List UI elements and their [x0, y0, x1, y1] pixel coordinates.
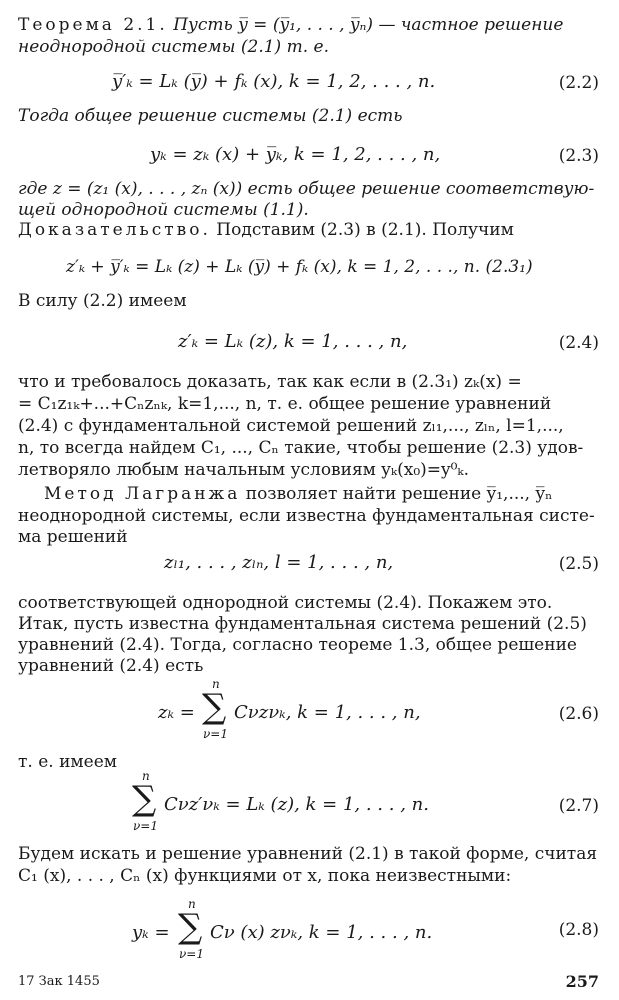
proof-text: Подставим (2.3) в (2.1). Получим — [216, 220, 514, 240]
equation-2-5: zₗ₁, . . . , zₗₙ, l = 1, . . . , n, — [164, 552, 394, 573]
theorem-label: Теорема 2.1. — [18, 15, 168, 35]
eq-2-7-sum-bottom: ν=1 — [133, 819, 158, 833]
equation-2-7 — [132, 770, 492, 840]
lagrange-text-1: позволяет найти решение y̅₁,..., y̅ₙ — [245, 484, 553, 504]
eq-2-7-sigma: ∑ — [132, 779, 157, 819]
where-line-2: щей однородной системы (1.1). — [18, 200, 309, 220]
equation-2-2: y̅′ₖ = Lₖ (y̅) + fₖ (x), k = 1, 2, . . . , n. — [112, 71, 436, 92]
eq-2-6-sum-top: n — [212, 677, 220, 691]
equation-2-3: yₖ = zₖ (x) + y̅ₖ, k = 1, 2, . . . , n, — [150, 144, 441, 165]
equation-number-2-3: (2.3) — [558, 146, 599, 166]
lagrange-line-2: неоднородной системы, если известна фундаментальная систе- — [18, 506, 595, 526]
eq-2-8-sum-bottom: ν=1 — [179, 947, 204, 961]
lagrange-label: Метод Лагранжа — [44, 484, 241, 504]
para2-line-2: Итак, пусть известна фундаментальная система решений (2.5) — [18, 614, 587, 634]
eq-2-8-rhs: Cν (x) zνₖ, k = 1, . . . , n. — [210, 922, 433, 943]
para1-line-2: = C₁z₁ₖ+...+Cₙzₙₖ, k=1,..., n, т. е. общее решение уравнений — [18, 394, 552, 414]
eq-2-7-rhs: Cνz′νₖ = Lₖ (z), k = 1, . . . , n. — [164, 794, 429, 815]
eq-2-6-sum-bottom: ν=1 — [203, 727, 228, 741]
eq-2-7-sum-top: n — [142, 769, 150, 783]
eq-2-8-sigma: ∑ — [178, 907, 203, 947]
equation-number-2-2: (2.2) — [558, 73, 599, 93]
theorem-line-1 — [18, 16, 600, 36]
proof-line — [18, 221, 600, 241]
equation-number-2-8: (2.8) — [558, 920, 599, 940]
where-line-1: где z = (z₁ (x), . . . , zₙ (x)) есть общее решение соответствую- — [18, 179, 595, 199]
equation-2-6 — [158, 678, 458, 748]
para1-line-5: летворяло любым начальным условиям yₖ(x₀)=y⁰ₖ. — [18, 460, 470, 480]
para3-line-1: Будем искать и решение уравнений (2.1) в такой форме, считая — [18, 844, 598, 864]
lagrange-line-3: ма решений — [18, 527, 128, 547]
footer-signature: 17 Зак 1455 — [18, 974, 100, 989]
eq-2-6-lhs: zₖ = — [158, 702, 195, 723]
ie-text: т. е. имеем — [18, 752, 117, 772]
then-text: Тогда общее решение системы (2.1) есть — [18, 106, 403, 126]
equation-2-4: z′ₖ = Lₖ (z), k = 1, . . . , n, — [178, 331, 408, 352]
equation-2-8 — [132, 898, 512, 968]
proof-label: Доказательство. — [18, 220, 211, 240]
page-number: 257 — [565, 972, 599, 991]
para1-line-1: что и требовалось доказать, так как если в (2.3₁) zₖ(x) = — [18, 372, 522, 392]
para2-line-1: соответствующей однородной системы (2.4). Покажем это. — [18, 593, 553, 613]
eq-2-6-rhs: Cνzνₖ, k = 1, . . . , n, — [234, 702, 421, 723]
theorem-line-2: неоднородной системы (2.1) т. е. — [18, 37, 329, 57]
equation-number-2-6: (2.6) — [558, 704, 599, 724]
eq-2-6-sigma: ∑ — [202, 687, 227, 727]
para2-line-4: уравнений (2.4) есть — [18, 656, 204, 676]
para2-line-3: уравнений (2.4). Тогда, согласно теореме 1.3, общее решение — [18, 635, 577, 655]
eq-2-8-sum-top: n — [188, 897, 196, 911]
para3-line-2: C₁ (x), . . . , Cₙ (x) функциями от x, пока неизвестными: — [18, 866, 512, 886]
para1-line-3: (2.4) с фундаментальной системой решений zₗ₁,..., zₗₙ, l=1,..., — [18, 416, 564, 436]
equation-2-3-1: z′ₖ + y̅′ₖ = Lₖ (z) + Lₖ (y̅) + fₖ (x), k = 1, 2, . . ., n. (2.3₁) — [66, 257, 533, 277]
eq-2-8-lhs: yₖ = — [132, 922, 170, 943]
equation-number-2-7: (2.7) — [558, 796, 599, 816]
theorem-text-1: Пусть y̅ = (y̅₁, . . . , y̅ₙ) — частное решение — [173, 15, 564, 35]
para1-line-4: n, то всегда найдем C₁, ..., Cₙ такие, чтобы решение (2.3) удов- — [18, 438, 584, 458]
equation-number-2-5: (2.5) — [558, 554, 599, 574]
equation-number-2-4: (2.4) — [558, 333, 599, 353]
lagrange-line-1 — [18, 485, 600, 505]
by-force-text: В силу (2.2) имеем — [18, 291, 187, 311]
